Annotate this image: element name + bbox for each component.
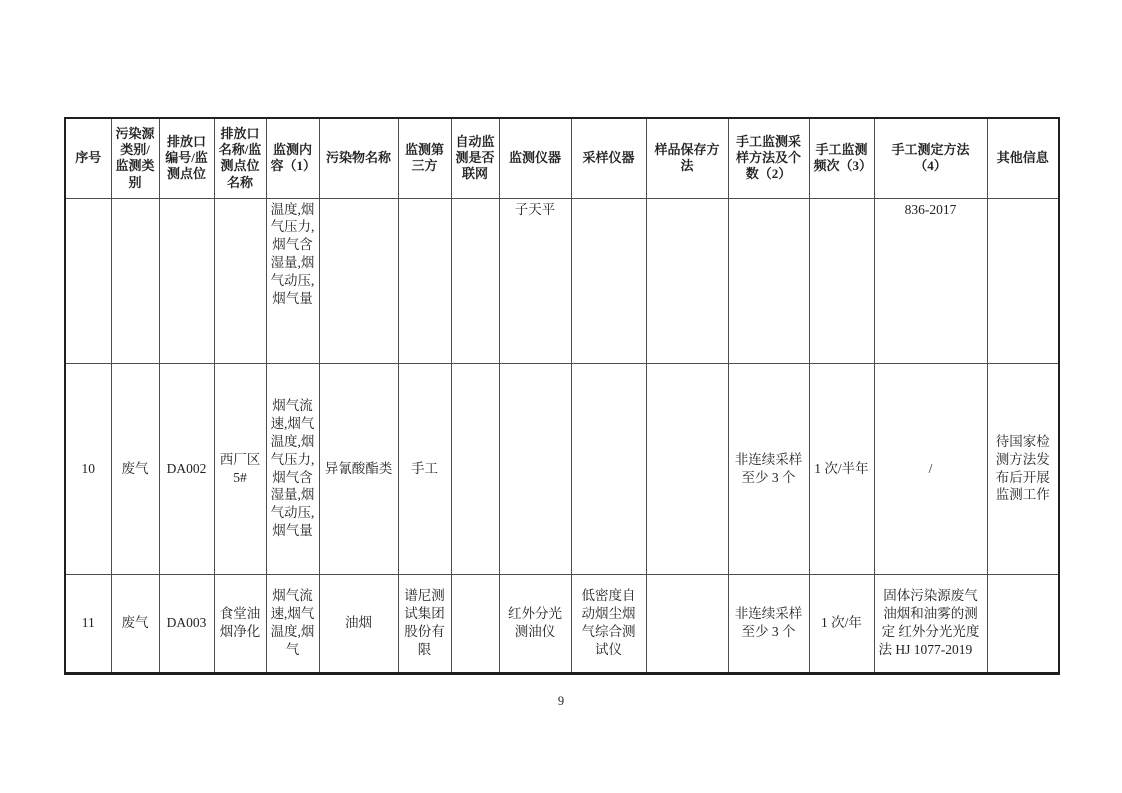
cell-source-category: 废气: [111, 363, 159, 574]
cell-sampling-instrument: [571, 363, 646, 574]
col-header-manual-frequency: 手工监测频次（3）: [809, 118, 874, 198]
cell-sampling-instrument: [571, 198, 646, 363]
cell-seq: 10: [65, 363, 111, 574]
cell-source-category: 废气: [111, 574, 159, 673]
cell-manual-sampling-method: 非连续采样 至少 3 个: [728, 363, 809, 574]
cell-seq: 11: [65, 574, 111, 673]
col-header-manual-method: 手工测定方法（4）: [874, 118, 987, 198]
cell-auto-connected: [451, 363, 499, 574]
cell-sample-storage: [646, 198, 728, 363]
cell-other-info: 待国家检测方法发布后开展监测工作: [987, 363, 1059, 574]
table-row-continued: [65, 198, 1059, 363]
cell-third-party: 手工: [398, 363, 451, 574]
cell-monitor-content: 温度,烟气压力,烟气含湿量,烟气动压,烟气量: [266, 198, 319, 363]
cell-monitor-instrument: [499, 363, 571, 574]
cell-manual-sampling-method: 非连续采样 至少 3 个: [728, 574, 809, 673]
cell-manual-method: 固体污染源废气油烟和油雾的测定 红外分光光度法 HJ 1077-2019: [874, 574, 987, 673]
cell-monitor-content: 烟气流速,烟气温度,烟气: [266, 574, 319, 673]
cell-outlet-name: 西厂区 5#: [214, 363, 266, 574]
cell-outlet-name: 食堂油烟净化: [214, 574, 266, 673]
monitoring-plan-table: [64, 117, 1060, 675]
cell-manual-frequency: 1 次/半年: [809, 363, 874, 574]
table-row-11: [65, 574, 1059, 673]
cell-source-category: [111, 198, 159, 363]
cell-manual-sampling-method: [728, 198, 809, 363]
col-header-sample-storage: 样品保存方法: [646, 118, 728, 198]
cell-other-info: [987, 574, 1059, 673]
cell-outlet-name: [214, 198, 266, 363]
cell-pollutant-name: 异氰酸酯类: [319, 363, 398, 574]
col-header-source-category: 污染源类别/监测类别: [111, 118, 159, 198]
col-header-outlet-name: 排放口名称/监测点位名称: [214, 118, 266, 198]
col-header-sampling-instrument: 采样仪器: [571, 118, 646, 198]
cell-sample-storage: [646, 363, 728, 574]
cell-other-info: [987, 198, 1059, 363]
col-header-seq: 序号: [65, 118, 111, 198]
col-header-outlet-code: 排放口编号/监测点位: [159, 118, 214, 198]
cell-pollutant-name: [319, 198, 398, 363]
cell-manual-frequency: 1 次/年: [809, 574, 874, 673]
col-header-other-info: 其他信息: [987, 118, 1059, 198]
cell-outlet-code: DA002: [159, 363, 214, 574]
col-header-monitor-instrument: 监测仪器: [499, 118, 571, 198]
cell-third-party: [398, 198, 451, 363]
cell-outlet-code: [159, 198, 214, 363]
cell-manual-frequency: [809, 198, 874, 363]
cell-monitor-content: 烟气流速,烟气温度,烟气压力,烟气含湿量,烟气动压,烟气量: [266, 363, 319, 574]
cell-monitor-instrument: 红外分光测油仪: [499, 574, 571, 673]
col-header-third-party: 监测第三方: [398, 118, 451, 198]
table-header-row: [65, 118, 1059, 198]
cell-auto-connected: [451, 574, 499, 673]
page-number: 9: [557, 694, 565, 708]
col-header-monitor-content: 监测内容（1）: [266, 118, 319, 198]
cell-outlet-code: DA003: [159, 574, 214, 673]
cell-manual-method: /: [874, 363, 987, 574]
cell-sample-storage: [646, 574, 728, 673]
cell-sampling-instrument: 低密度自动烟尘烟气综合测试仪: [571, 574, 646, 673]
cell-seq: [65, 198, 111, 363]
col-header-pollutant-name: 污染物名称: [319, 118, 398, 198]
col-header-manual-sampling-method: 手工监测采样方法及个数（2）: [728, 118, 809, 198]
cell-manual-method: 836-2017: [874, 198, 987, 363]
col-header-auto-connected: 自动监测是否联网: [451, 118, 499, 198]
cell-pollutant-name: 油烟: [319, 574, 398, 673]
cell-auto-connected: [451, 198, 499, 363]
table-row-10: [65, 363, 1059, 574]
cell-third-party: 谱尼测试集团股份有限: [398, 574, 451, 673]
cell-monitor-instrument: 子天平: [499, 198, 571, 363]
